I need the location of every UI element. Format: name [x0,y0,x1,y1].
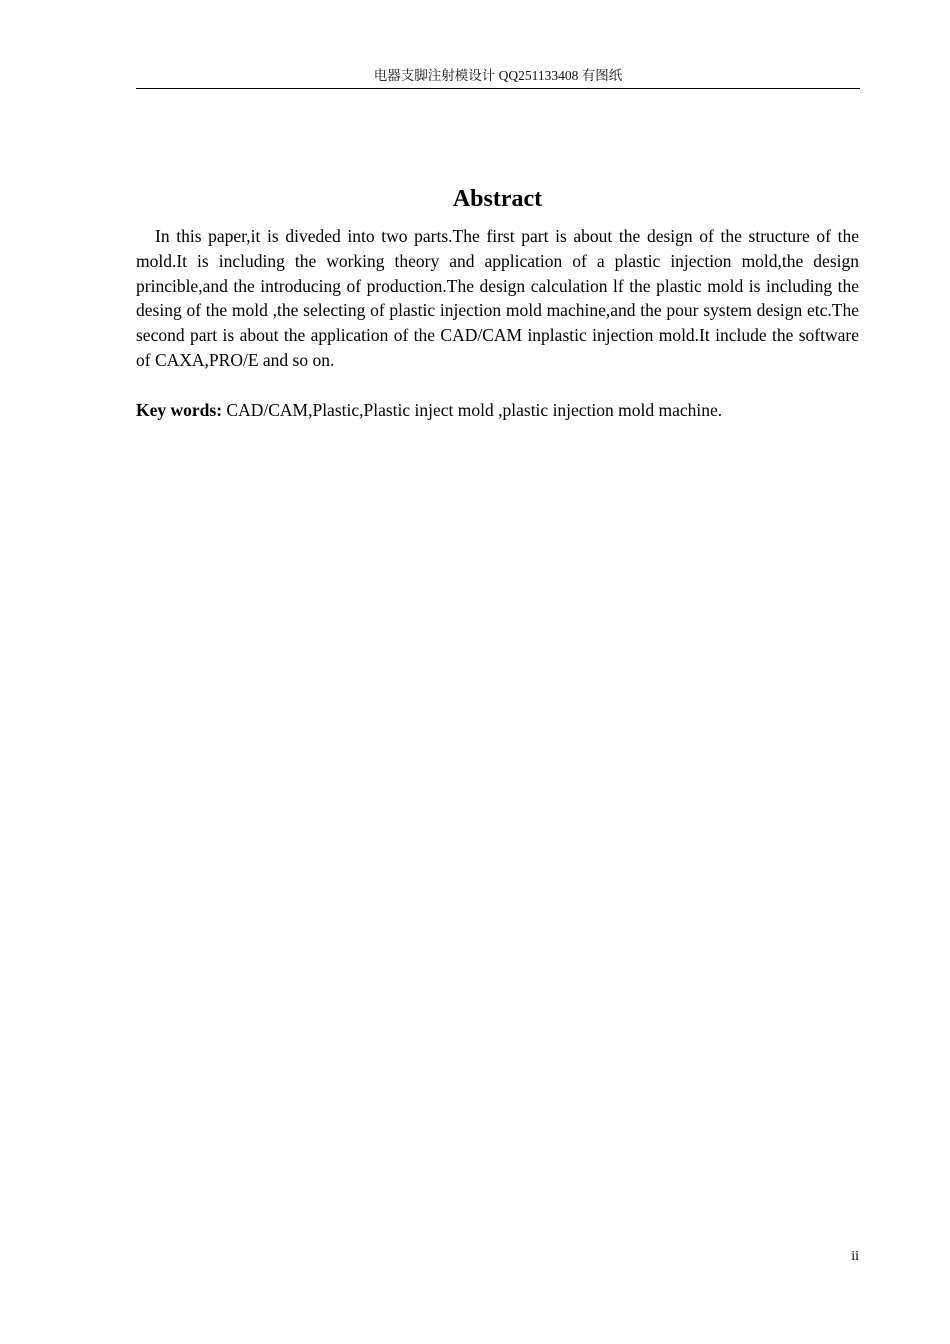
abstract-title: Abstract [452,186,543,212]
running-title: 电器支脚注射模设计 QQ251133408 有图纸 [373,68,623,83]
keywords-line [136,398,859,423]
page-header [136,66,860,89]
keywords-label: Key words: [136,399,223,420]
keywords-text: CAD/CAM,Plastic,Plastic inject mold ,plastic injection mold machine. [222,399,723,420]
abstract-section [136,180,859,423]
abstract-body: In this paper,it is diveded into two parts.The first part is about the design of the structure of the mold.It is including the working theory and application of a plastic injection mold,the design princible,and the introducing of production.The design calculation lf the plastic mold is including the desing of the mold ,the selecting of plastic injection mold machine,and the pour system design etc.The second part is about the application of the CAD/CAM inplastic injection mold.It include the software of CAXA,PRO/E and so on. [136,226,859,370]
page-number: ii [851,1249,859,1264]
